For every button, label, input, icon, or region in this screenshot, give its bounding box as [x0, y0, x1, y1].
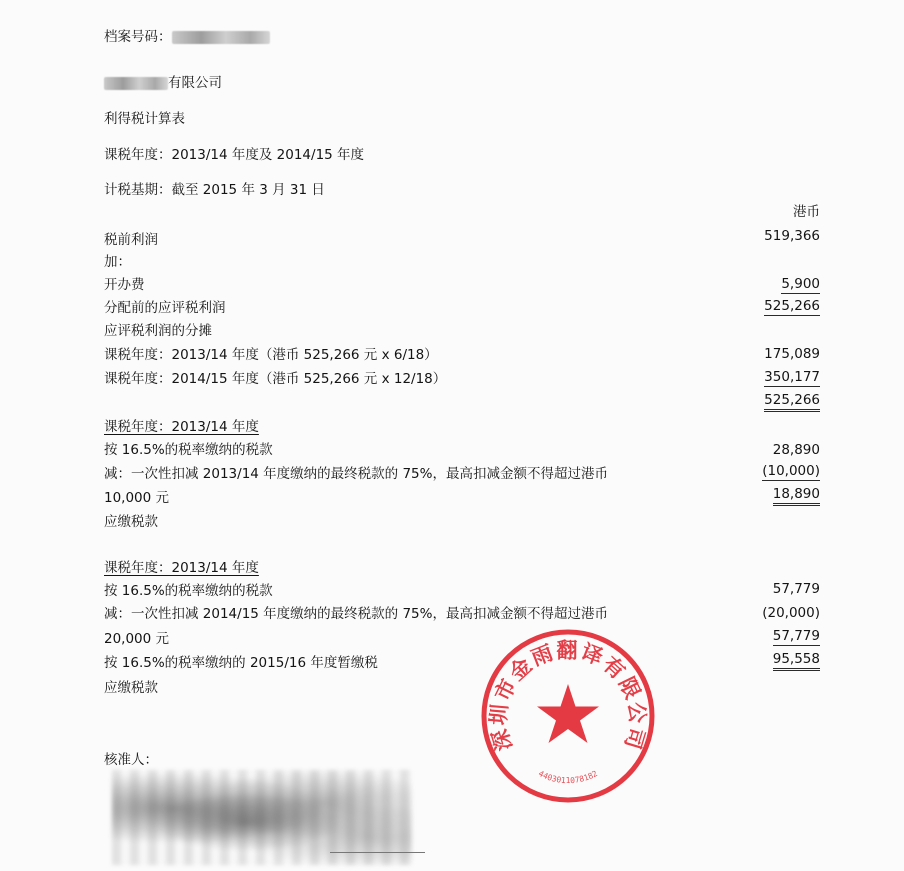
section2-payable-label: 应缴税款: [104, 680, 158, 696]
basis-period: 计税基期：截至 2015 年 3 月 31 日: [104, 182, 325, 198]
file-number-label: 档案号码：: [104, 29, 172, 45]
section1-reduction-value: (10,000): [762, 463, 820, 479]
assessable-profit-value: 525,266: [764, 298, 820, 314]
section1-tax-label: 按 16.5%的税率缴纳的税款: [104, 442, 273, 458]
section1-heading: 课税年度：2013/14 年度: [104, 419, 259, 435]
section1-tax-value: 28,890: [772, 442, 820, 458]
years-of-assessment: 课税年度：2013/14 年度及 2014/15 年度: [104, 147, 365, 163]
section2-reduction-cap: 20,000 元: [104, 631, 170, 647]
profit-before-tax-label: 税前利润: [104, 232, 158, 248]
allocation-1415-value: 350,177: [764, 369, 820, 385]
allocation-1415-label: 课税年度：2014/15 年度（港币 525,266 元 x 12/18）: [104, 371, 447, 387]
seal-company-text: 深圳市金雨翻译有限公司: [486, 638, 650, 754]
section2-reduction-label: 减：一次性扣减 2014/15 年度缴纳的最终税款的 75%，最高扣减金额不得超过港币: [104, 606, 608, 622]
document-title: 利得税计算表: [104, 111, 185, 127]
approver-label: 核准人：: [104, 752, 158, 768]
allocation-1314-value: 175,089: [764, 346, 820, 362]
currency-header: 港币: [793, 204, 820, 220]
section2-provisional-label: 按 16.5%的税率缴纳的 2015/16 年度暂缴税: [104, 655, 378, 671]
section2-net-value: 57,779: [772, 628, 820, 644]
assessable-profit-label: 分配前的应评税利润: [104, 300, 226, 316]
company-name-redacted: [104, 77, 168, 90]
approver-signature-redacted: [112, 770, 412, 865]
preliminary-expenses-label: 开办费: [104, 277, 145, 293]
section1-payable-value: 18,890: [773, 485, 820, 506]
section2-reduction-value: (20,000): [762, 605, 820, 621]
section2-payable-value: 95,558: [773, 650, 820, 671]
file-number-redacted: [172, 31, 270, 44]
company-suffix: 有限公司: [168, 75, 222, 91]
seal-star-icon: [537, 684, 599, 743]
section1-reduction-label: 减：一次性扣减 2013/14 年度缴纳的最终税款的 75%，最高扣减金额不得超过港币: [104, 466, 608, 482]
allocation-1314-label: 课税年度：2013/14 年度（港币 525,266 元 x 6/18）: [104, 347, 438, 363]
company-seal: [478, 626, 658, 806]
section2-heading: 课税年度：2013/14 年度: [104, 560, 259, 576]
section1-reduction-cap: 10,000 元: [104, 490, 170, 506]
signature-line: [330, 852, 425, 853]
allocation-total-value: 525,266: [764, 391, 820, 412]
seal-code: 4403011078182: [536, 768, 600, 786]
section2-tax-value: 57,779: [772, 581, 820, 597]
file-number: [104, 28, 270, 46]
preliminary-expenses-value: 5,900: [781, 276, 820, 292]
section2-tax-label: 按 16.5%的税率缴纳的税款: [104, 583, 273, 599]
allocation-label: 应评税利润的分摊: [104, 323, 212, 339]
profit-before-tax-value: 519,366: [764, 228, 820, 244]
company-name: [104, 74, 222, 92]
section1-payable-label: 应缴税款: [104, 514, 158, 530]
add-label: 加：: [104, 254, 131, 270]
